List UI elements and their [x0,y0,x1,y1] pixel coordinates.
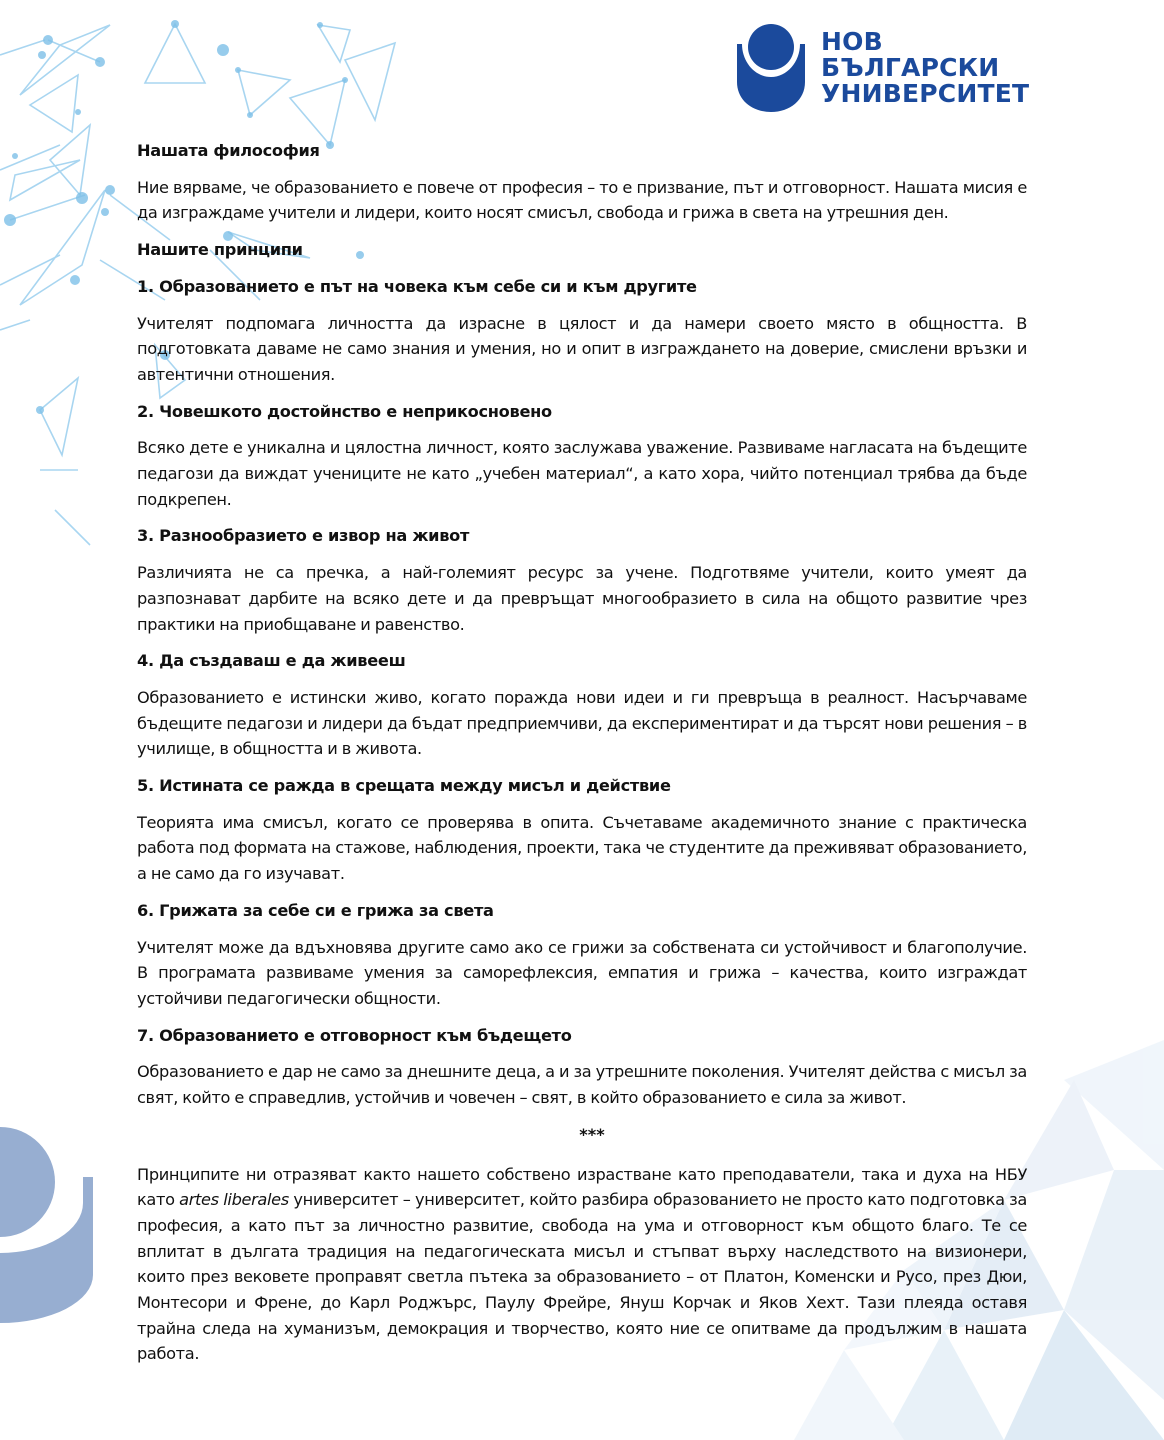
university-logo [735,22,1029,114]
principle-text: Учителят подпомага личността да израсне в цялост и да намери своето място в общността. В подготовката даваме не само знания и умения, но и опит в изграждането на доверие, смислени връзки и автентични отношения. [137,313,1027,384]
philosophy-text: Ние вярваме, че образованието е повече от професия – то е призвание, път и отговорност. Нашата мисия е да изграждаме учители и лидери, които носят смисъл, свобода и грижа в света на утрешния ден. [137,177,1027,223]
principle-5 [137,773,1027,887]
closing-paragraph [137,1162,1027,1368]
principle-text: Учителят може да вдъхновява другите само ако се грижи за собствената си устойчивост и благополучие. В програмата развиваме умения за саморефлексия, емпатия и грижа – качества, които изграждат устойчиви педагогически общности. [137,937,1027,1008]
logo-line-3: УНИВЕРСИТЕТ [821,79,1030,108]
closing-text-end: университет – университет, който разбира образованието не просто като подготовка за професия, а като път за личностно развитие, свобода на ума и отговорност към общото благо. Те се вплитат в дългата традиция на педагогическата мисъл и стъпват върху наследството на визионери, които през вековете проправят светла пътека за образованието – от Платон, Коменски и Русо, през Дюи, Монтесори и Френе, до Карл Роджърс, Паулу Фрейре, Януш Корчак и Яков Хехт. Тази плеяда оставя трайна следа на хуманизъм, демокрация и творчество, която ние се опитваме да продължим в нашата работа. [137,1190,1028,1364]
logo-line-1: НОВ [821,27,883,56]
university-name [821,29,1029,107]
document-body [137,138,1027,1367]
principle-title: 5. Истината се ражда в срещата между мисъл и действие [137,776,671,796]
principle-text: Образованието е истински живо, когато поражда нови идеи и ги превръща в реалност. Насърчаваме бъдещите педагози и лидери да бъдат предприемчиви, да експериментират и да търсят нови решения – в училище, в общността и в живота. [137,687,1027,759]
principle-title: 3. Разнообразието е извор на живот [137,526,470,546]
section-separator: *** [579,1124,605,1144]
principle-6 [137,898,1027,1012]
principle-text: Образованието е дар не само за днешните деца, а и за утрешните поколения. Учителят действа с мисъл за свят, който е справедлив, устойчив и човечен – свят, в който образованието е сила за живот. [137,1062,1027,1108]
principle-title: 6. Грижата за себе си е грижа за света [137,900,494,920]
principle-title: 7. Образованието е отговорност към бъдещето [137,1025,572,1045]
logo-line-2: БЪЛГАРСКИ [821,53,1000,82]
principle-3 [137,523,1027,637]
principle-title: 4. Да създаваш е да живееш [137,651,406,671]
principle-4 [137,648,1027,762]
emblem-watermark-icon [0,1125,95,1325]
principle-text: Всяко дете е уникална и цялостна личност, която заслужава уважение. Развиваме нагласата на бъдещите педагози да виждат учениците не като „учебен материал“, а като хора, чийто потенциал трябва да бъде подкрепен. [137,438,1027,509]
philosophy-heading: Нашата философия [137,141,320,160]
principle-7 [137,1023,1027,1111]
closing-text-start: Принципите ни отразяват както нашето собствено израстване като преподаватели, така и духа на НБУ като [137,1164,1027,1210]
principle-title: 1. Образованието е път на човека към себе си и към другите [137,276,697,296]
closing-text-italic: artes liberales [179,1190,289,1210]
principle-title: 2. Човешкото достойнство е неприкосновено [137,401,552,421]
nbu-emblem-icon [735,22,807,114]
principle-1 [137,274,1027,388]
principle-2 [137,399,1027,513]
principles-heading: Нашите принципи [137,240,303,260]
principle-text: Теорията има смисъл, когато се проверява в опита. Съчетаваме академичното знание с практическа работа под формата на стажове, наблюдения, проекти, така че студентите да преживяват образованието, а не само да го изучават. [137,812,1027,884]
principle-text: Различията не са пречка, а най-големият ресурс за учене. Подготвяме учители, които умеят да разпознават дарбите на всяко дете и да превръщат многообразието в сила на общото развитие чрез практики на приобщаване и равенство. [137,563,1027,634]
